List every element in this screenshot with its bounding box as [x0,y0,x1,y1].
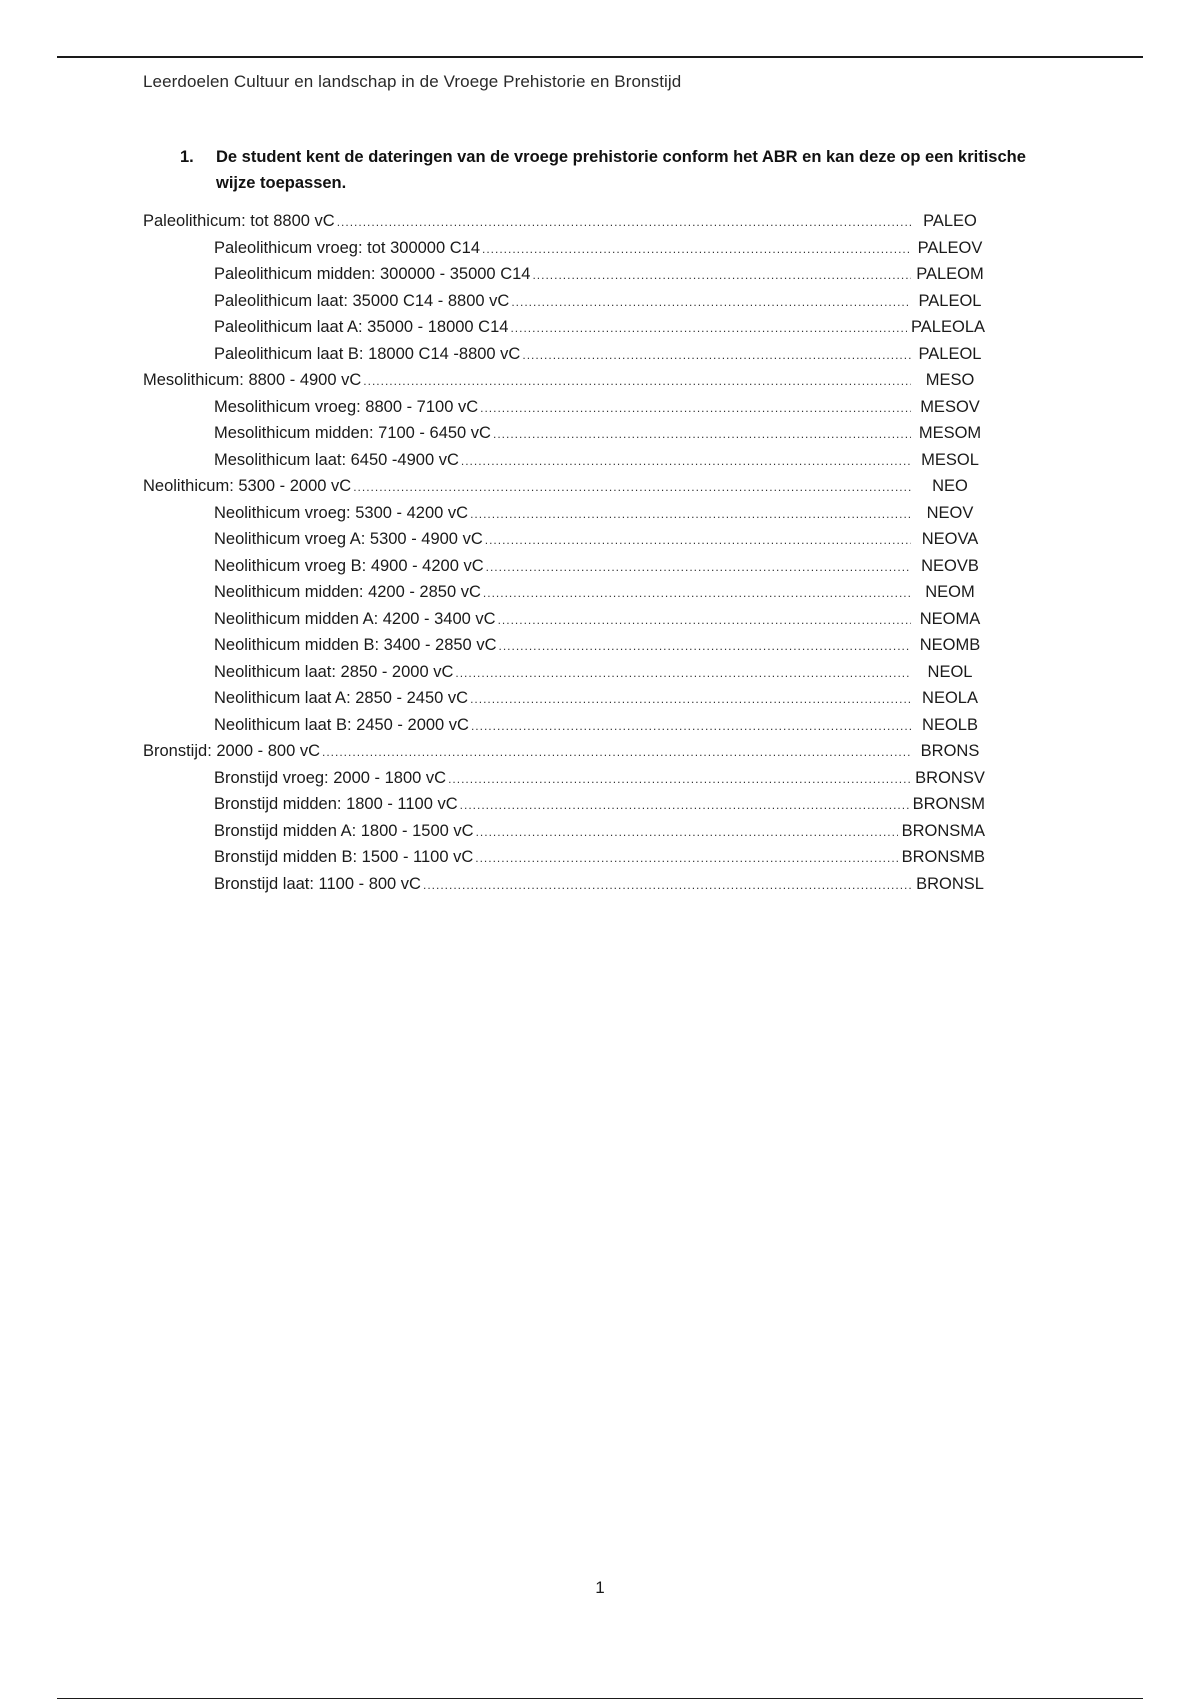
dot-leader [475,851,897,865]
dot-leader [510,321,907,335]
dot-leader [485,533,911,547]
dot-leader [480,401,911,415]
period-label: Mesolithicum midden: 7100 - 6450 vC [214,424,491,442]
dot-leader [460,798,909,812]
period-label: Paleolithicum laat B: 18000 C14 -8800 vC [214,344,521,363]
period-label: Paleolithicum laat: 35000 C14 - 8800 vC [214,291,510,310]
period-code: MESO [925,371,975,389]
document-header: Leerdoelen Cultuur en landschap in de Vroege Prehistorie en Bronstijd [143,72,682,91]
subperiod-row [143,636,985,663]
dot-leader [363,374,911,388]
period-code: MESOM [918,424,982,442]
period-label: Bronstijd midden B: 1500 - 1100 vC [214,848,474,866]
period-code: NEOVA [921,530,979,548]
period-code: MESOV [920,397,980,416]
subperiod-row [143,663,985,690]
subperiod-row [143,822,985,849]
period-list [143,212,985,901]
dot-leader [337,215,911,229]
period-code: BRONSL [916,874,984,893]
period-label: Neolithicum vroeg A: 5300 - 4900 vC [214,530,483,548]
subperiod-row [143,769,985,796]
period-code: MESOL [921,450,979,469]
period-code: NEOMB [919,636,981,654]
period-code: BRONSM [912,795,985,813]
objective-text: De student kent de dateringen van de vroege prehistorie conform het ABR en kan deze op een kritische wijze toepassen. [216,148,1026,192]
period-code: PALEOL [918,291,982,310]
period-code: PALEOM [916,265,984,283]
period-code: NEOLA [922,689,978,707]
period-label: Neolithicum laat: 2850 - 2000 vC [214,662,454,681]
dot-leader [470,507,911,521]
period-label: Neolithicum midden: 4200 - 2850 vC [214,583,481,601]
period-row [143,371,985,398]
dot-leader [522,348,911,362]
subperiod-row [143,848,985,875]
period-label: Neolithicum: 5300 - 2000 vC [143,477,352,495]
subperiod-row [143,398,985,425]
period-code: NEOM [925,583,975,601]
subperiod-row [143,318,985,345]
footer-rule [57,1698,1143,1699]
page-number: 1 [595,1578,605,1597]
subperiod-row [143,689,985,716]
dot-leader [353,480,911,494]
dot-leader [498,639,911,653]
period-label: Paleolithicum laat A: 35000 - 18000 C14 [214,318,509,336]
subperiod-row [143,716,985,743]
dot-leader [461,454,911,468]
subperiod-row [143,610,985,637]
period-label: Paleolithicum: tot 8800 vC [143,212,335,230]
dot-leader [322,745,911,759]
subperiod-row [143,875,985,902]
period-code: NEOV [926,503,974,522]
dot-leader [483,586,911,600]
period-label: Neolithicum vroeg B: 4900 - 4200 vC [214,556,484,575]
learning-objective [180,144,1060,196]
subperiod-row [143,265,985,292]
objective-number: 1. [180,148,194,166]
subperiod-row [143,557,985,584]
period-code: NEOL [927,662,973,681]
period-row [143,477,985,504]
subperiod-row [143,292,985,319]
period-label: Neolithicum midden B: 3400 - 2850 vC [214,636,497,654]
dot-leader [511,295,911,309]
subperiod-row [143,239,985,266]
period-code: NEOLB [922,715,978,734]
period-code: PALEOV [917,238,983,257]
period-label: Neolithicum vroeg: 5300 - 4200 vC [214,503,469,522]
period-code: NEO [932,477,968,495]
period-label: Neolithicum laat A: 2850 - 2450 vC [214,689,469,707]
dot-leader [498,613,911,627]
dot-leader [486,560,911,574]
dot-leader [448,772,911,786]
dot-leader [423,878,911,892]
dot-leader [471,719,911,733]
period-label: Paleolithicum midden: 300000 - 35000 C14 [214,265,531,283]
header-rule [57,56,1143,58]
period-code: BRONSMB [901,848,985,866]
period-label: Bronstijd vroeg: 2000 - 1800 vC [214,768,447,787]
dot-leader [470,692,911,706]
dot-leader [455,666,911,680]
dot-leader [482,242,911,256]
subperiod-row [143,530,985,557]
period-label: Neolithicum laat B: 2450 - 2000 vC [214,715,469,734]
period-label: Mesolithicum vroeg: 8800 - 7100 vC [214,397,479,416]
period-code: PALEO [923,212,977,230]
period-label: Mesolithicum laat: 6450 -4900 vC [214,450,459,469]
period-row [143,212,985,239]
period-code: PALEOL [918,344,982,363]
period-label: Neolithicum midden A: 4200 - 3400 vC [214,609,496,628]
dot-leader [532,268,911,282]
period-label: Bronstijd midden: 1800 - 1100 vC [214,795,458,813]
subperiod-row [143,424,985,451]
subperiod-row [143,583,985,610]
dot-leader [493,427,911,441]
period-code: NEOMA [919,609,981,628]
subperiod-row [143,795,985,822]
dot-leader [476,825,898,839]
period-code: PALEOLA [911,318,985,336]
period-label: Bronstijd laat: 1100 - 800 vC [214,874,421,893]
subperiod-row [143,451,985,478]
period-code: BRONS [920,742,980,760]
period-label: Bronstijd: 2000 - 800 vC [143,742,321,760]
period-code: NEOVB [921,556,979,575]
subperiod-row [143,345,985,372]
period-label: Mesolithicum: 8800 - 4900 vC [143,371,362,389]
period-label: Paleolithicum vroeg: tot 300000 C14 [214,238,480,257]
period-label: Bronstijd midden A: 1800 - 1500 vC [214,821,474,840]
period-code: BRONSMA [901,821,985,840]
period-row [143,742,985,769]
period-code: BRONSV [915,768,985,787]
subperiod-row [143,504,985,531]
